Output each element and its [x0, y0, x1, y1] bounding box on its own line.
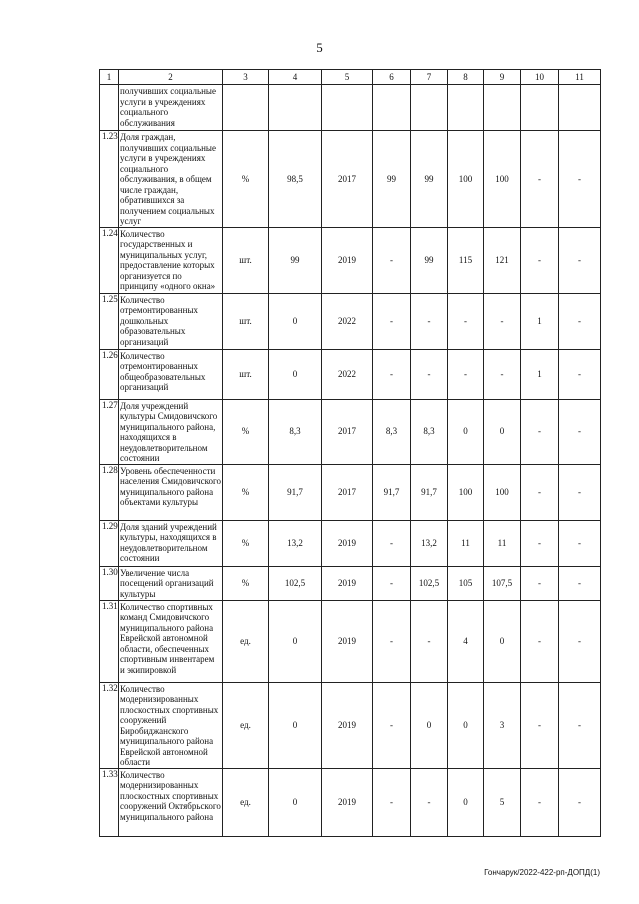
- table-row: [100, 682, 601, 768]
- value-cell: -: [559, 464, 601, 520]
- unit-cell: шт.: [223, 227, 269, 293]
- header-cell: 10: [521, 70, 559, 85]
- value-cell: 105: [448, 566, 484, 600]
- unit-cell: [223, 85, 269, 131]
- value-cell: 0: [269, 349, 322, 399]
- row-number: 1.29: [100, 520, 119, 566]
- indicator-name: Количество модернизированных плоскостных спортивных сооружений Октябрьского муниципального района: [119, 768, 223, 836]
- value-cell: 8,3: [373, 399, 411, 464]
- value-cell: -: [559, 682, 601, 768]
- value-cell: -: [411, 600, 448, 682]
- value-cell: 0: [484, 600, 521, 682]
- unit-cell: ед.: [223, 682, 269, 768]
- value-cell: 11: [448, 520, 484, 566]
- value-cell: 0: [448, 399, 484, 464]
- value-cell: 13,2: [269, 520, 322, 566]
- value-cell: [559, 85, 601, 131]
- table-row: [100, 464, 601, 520]
- value-cell: 99: [411, 131, 448, 228]
- value-cell: -: [411, 349, 448, 399]
- unit-cell: ед.: [223, 600, 269, 682]
- year-cell: 2019: [322, 600, 373, 682]
- indicators-table: [99, 69, 601, 837]
- value-cell: -: [521, 600, 559, 682]
- row-number: 1.28: [100, 464, 119, 520]
- value-cell: -: [484, 349, 521, 399]
- value-cell: -: [373, 520, 411, 566]
- table-row: [100, 600, 601, 682]
- indicator-name: Количество отремонтированных дошкольных образовательных организаций: [119, 293, 223, 349]
- value-cell: -: [521, 131, 559, 228]
- unit-cell: шт.: [223, 293, 269, 349]
- header-cell: 9: [484, 70, 521, 85]
- value-cell: 100: [448, 464, 484, 520]
- year-cell: 2019: [322, 520, 373, 566]
- year-cell: 2019: [322, 682, 373, 768]
- row-number: 1.23: [100, 131, 119, 228]
- value-cell: 100: [484, 464, 521, 520]
- value-cell: -: [559, 399, 601, 464]
- header-cell: 8: [448, 70, 484, 85]
- indicator-name: получивших социальные услуги в учреждениях социального обслуживания: [119, 85, 223, 131]
- indicator-name: Уровень обеспеченности населения Смидовичского муниципального района объектами культуры: [119, 464, 223, 520]
- value-cell: -: [411, 293, 448, 349]
- unit-cell: %: [223, 566, 269, 600]
- value-cell: 3: [484, 682, 521, 768]
- value-cell: 0: [269, 293, 322, 349]
- value-cell: -: [559, 227, 601, 293]
- year-cell: 2019: [322, 768, 373, 836]
- value-cell: [269, 85, 322, 131]
- value-cell: 0: [269, 600, 322, 682]
- indicator-name: Увеличение числа посещений организаций культуры: [119, 566, 223, 600]
- indicator-name: Доля граждан, получивших социальные услуги в учреждениях социального обслуживания, в общем числе граждан, обратившихся за получением социальных услуг: [119, 131, 223, 228]
- year-cell: 2022: [322, 293, 373, 349]
- value-cell: -: [559, 131, 601, 228]
- value-cell: 11: [484, 520, 521, 566]
- year-cell: 2022: [322, 349, 373, 399]
- indicator-name: Доля зданий учреждений культуры, находящихся в неудовлетворительном состоянии: [119, 520, 223, 566]
- row-number: 1.33: [100, 768, 119, 836]
- table-row: [100, 566, 601, 600]
- value-cell: -: [448, 293, 484, 349]
- year-cell: 2017: [322, 464, 373, 520]
- value-cell: 1: [521, 349, 559, 399]
- value-cell: -: [373, 566, 411, 600]
- year-cell: 2017: [322, 131, 373, 228]
- value-cell: 1: [521, 293, 559, 349]
- value-cell: 99: [269, 227, 322, 293]
- unit-cell: %: [223, 464, 269, 520]
- header-cell: 4: [269, 70, 322, 85]
- indicator-name: Количество государственных и муниципальных услуг, предоставление которых организуется по принципу «одного окна»: [119, 227, 223, 293]
- value-cell: -: [559, 566, 601, 600]
- value-cell: 99: [373, 131, 411, 228]
- value-cell: -: [411, 768, 448, 836]
- value-cell: 0: [269, 682, 322, 768]
- value-cell: 13,2: [411, 520, 448, 566]
- header-cell: 2: [119, 70, 223, 85]
- row-number: 1.26: [100, 349, 119, 399]
- value-cell: 0: [448, 768, 484, 836]
- year-cell: 2019: [322, 566, 373, 600]
- value-cell: -: [373, 600, 411, 682]
- unit-cell: ед.: [223, 768, 269, 836]
- header-cell: 7: [411, 70, 448, 85]
- value-cell: 99: [411, 227, 448, 293]
- row-number: 1.25: [100, 293, 119, 349]
- value-cell: -: [373, 349, 411, 399]
- value-cell: 0: [411, 682, 448, 768]
- header-row: [100, 70, 601, 85]
- row-number: 1.31: [100, 600, 119, 682]
- table-row: [100, 131, 601, 228]
- indicator-name: Количество спортивных команд Смидовичского муниципального района Еврейской автономной области, обеспеченных спортивным инвентарем и экипировкой: [119, 600, 223, 682]
- header-cell: 5: [322, 70, 373, 85]
- table-row: [100, 85, 601, 131]
- header-cell: 6: [373, 70, 411, 85]
- indicator-name: Доля учреждений культуры Смидовичского муниципального района, находящихся в неудовлетворительном состоянии: [119, 399, 223, 464]
- value-cell: -: [373, 768, 411, 836]
- table-row: [100, 768, 601, 836]
- value-cell: 115: [448, 227, 484, 293]
- value-cell: [448, 85, 484, 131]
- value-cell: 91,7: [411, 464, 448, 520]
- value-cell: [373, 85, 411, 131]
- value-cell: 0: [484, 399, 521, 464]
- row-number: 1.30: [100, 566, 119, 600]
- header-cell: 1: [100, 70, 119, 85]
- table-row: [100, 399, 601, 464]
- value-cell: 100: [484, 131, 521, 228]
- row-number: [100, 85, 119, 131]
- value-cell: 4: [448, 600, 484, 682]
- value-cell: [521, 85, 559, 131]
- value-cell: -: [521, 768, 559, 836]
- value-cell: -: [521, 520, 559, 566]
- indicator-name: Количество отремонтированных общеобразовательных организаций: [119, 349, 223, 399]
- value-cell: -: [373, 227, 411, 293]
- value-cell: 8,3: [411, 399, 448, 464]
- unit-cell: %: [223, 399, 269, 464]
- value-cell: 100: [448, 131, 484, 228]
- header-cell: 11: [559, 70, 601, 85]
- value-cell: 91,7: [269, 464, 322, 520]
- value-cell: -: [559, 600, 601, 682]
- value-cell: [484, 85, 521, 131]
- value-cell: 102,5: [411, 566, 448, 600]
- value-cell: 5: [484, 768, 521, 836]
- table-row: [100, 293, 601, 349]
- value-cell: -: [521, 399, 559, 464]
- value-cell: [411, 85, 448, 131]
- year-cell: 2017: [322, 399, 373, 464]
- table-row: [100, 227, 601, 293]
- value-cell: -: [448, 349, 484, 399]
- table-row: [100, 349, 601, 399]
- row-number: 1.32: [100, 682, 119, 768]
- value-cell: 0: [448, 682, 484, 768]
- unit-cell: %: [223, 520, 269, 566]
- value-cell: -: [484, 293, 521, 349]
- value-cell: -: [521, 227, 559, 293]
- table-row: [100, 520, 601, 566]
- value-cell: -: [559, 349, 601, 399]
- value-cell: 107,5: [484, 566, 521, 600]
- value-cell: -: [559, 520, 601, 566]
- value-cell: 91,7: [373, 464, 411, 520]
- value-cell: 102,5: [269, 566, 322, 600]
- value-cell: 8,3: [269, 399, 322, 464]
- row-number: 1.27: [100, 399, 119, 464]
- value-cell: -: [521, 464, 559, 520]
- value-cell: -: [373, 682, 411, 768]
- indicator-name: Количество модернизированных плоскостных спортивных сооружений Биробиджанского муниципального района Еврейской автономной области: [119, 682, 223, 768]
- document-footer: Гончарук/2022-422-рп-ДОПД(1): [484, 868, 600, 877]
- value-cell: 98,5: [269, 131, 322, 228]
- row-number: 1.24: [100, 227, 119, 293]
- value-cell: 121: [484, 227, 521, 293]
- value-cell: -: [559, 293, 601, 349]
- value-cell: -: [521, 566, 559, 600]
- value-cell: -: [559, 768, 601, 836]
- year-cell: [322, 85, 373, 131]
- value-cell: -: [373, 293, 411, 349]
- page-number: 5: [316, 40, 323, 55]
- value-cell: 0: [269, 768, 322, 836]
- value-cell: -: [521, 682, 559, 768]
- header-cell: 3: [223, 70, 269, 85]
- unit-cell: шт.: [223, 349, 269, 399]
- year-cell: 2019: [322, 227, 373, 293]
- unit-cell: %: [223, 131, 269, 228]
